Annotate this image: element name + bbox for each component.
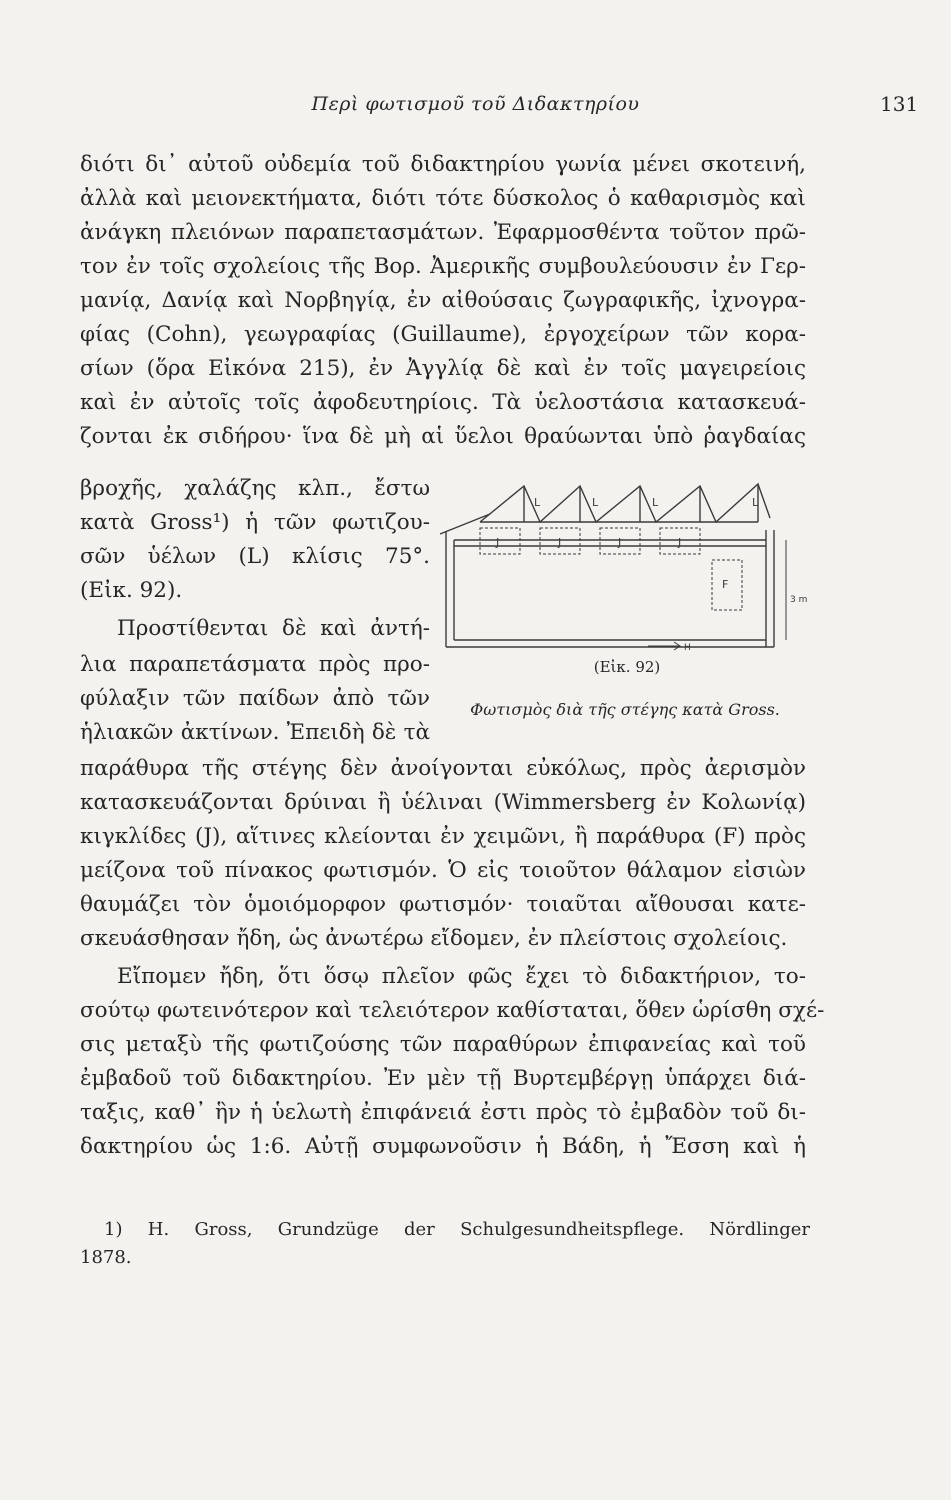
- label-F: F: [722, 578, 729, 591]
- side-line: ἡλιακῶν ἀκτίνων. Ἐπειδὴ δὲ τὰ: [80, 720, 430, 745]
- side-line: βροχῆς, χαλάζης κλπ., ἔστω: [80, 476, 430, 501]
- body-line: σίων (ὅρα Εἰκόνα 215), ἐν Ἀγγλίᾳ δὲ καὶ ἐν τοῖς μαγειρείοις: [80, 356, 806, 381]
- label-J: J: [678, 536, 682, 549]
- footnote: 1) H. Gross, Grundzüge der Schulgesundheitspflege. Nördlinger: [104, 1219, 810, 1240]
- label-L: L: [652, 496, 659, 509]
- label-J: J: [496, 536, 500, 549]
- label-L: L: [592, 496, 599, 509]
- label-3m: 3 m: [790, 595, 808, 605]
- running-head: Περὶ φωτισμοῦ τοῦ Διδακτηρίου: [311, 93, 640, 115]
- side-line: (Εἰκ. 92).: [80, 578, 183, 603]
- body-line: θαυμάζει τὸν ὁμοιόμορφον φωτισμόν· τοιαῦται αἴθουσαι κατε-: [80, 892, 806, 917]
- page-number: 131: [880, 92, 919, 116]
- body-line: ἀνάγκη πλειόνων παραπετασμάτων. Ἐφαρμοσθέντα τοῦτον πρῶ-: [80, 220, 806, 245]
- body-line: ταξις, καθ᾽ ἣν ἡ ὑελωτὴ ἐπιφάνειά ἐστι πρὸς τὸ ἐμβαδὸν τοῦ δι-: [80, 1100, 806, 1125]
- side-line: σῶν ὑέλων (L) κλίσις 75°.: [80, 544, 430, 569]
- label-L: L: [534, 496, 541, 509]
- body-line: κιγκλίδες (J), αἵτινες κλείονται ἐν χειμῶνι, ἢ παράθυρα (F) πρὸς: [80, 824, 806, 849]
- body-line: σούτῳ φωτεινότερον καὶ τελειότερον καθίσταται, ὅθεν ὡρίσθη σχέ-: [80, 998, 825, 1023]
- body-line: ἐμβαδοῦ τοῦ διδακτηρίου. Ἐν μὲν τῇ Βυρτεμβέργῃ ὑπάρχει διά-: [80, 1066, 806, 1091]
- footnote-year: 1878.: [80, 1247, 132, 1268]
- label-H: H: [684, 643, 691, 653]
- label-J: J: [618, 536, 622, 549]
- body-line: ζονται ἐκ σιδήρου· ἵνα δὲ μὴ αἱ ὕελοι θραύωνται ὑπὸ ῥαγδαίας: [80, 424, 806, 449]
- label-L: L: [752, 496, 759, 509]
- figure-number: (Εἰκ. 92): [593, 658, 661, 676]
- body-line: σις μεταξὺ τῆς φωτιζούσης τῶν παραθύρων ἐπιφανείας καὶ τοῦ: [80, 1032, 806, 1057]
- body-line: ἀλλὰ καὶ μειονεκτήματα, διότι τότε δύσκολος ὁ καθαρισμὸς καὶ: [80, 186, 806, 211]
- side-line: λια παραπετάσματα πρὸς προ-: [80, 652, 430, 677]
- roof-lighting-figure: [440, 472, 808, 722]
- body-line: φίας (Cohn), γεωγραφίας (Guillaume), ἐργοχείρων τῶν κορα-: [80, 322, 806, 347]
- side-line: Προστίθενται δὲ καὶ ἀντή-: [117, 616, 430, 641]
- side-line: φύλαξιν τῶν παίδων ἀπὸ τῶν: [80, 686, 430, 711]
- label-J: J: [558, 536, 562, 549]
- body-line: διότι δι᾽ αὐτοῦ οὐδεμία τοῦ διδακτηρίου γωνία μένει σκοτεινή,: [80, 152, 806, 177]
- body-line: Εἴπομεν ἤδη, ὅτι ὅσῳ πλεῖον φῶς ἔχει τὸ διδακτήριον, το-: [117, 964, 806, 989]
- roof-diagram: [440, 472, 808, 722]
- body-line: τον ἐν τοῖς σχολείοις τῆς Βορ. Ἀμερικῆς συμβουλεύουσιν ἐν Γερ-: [80, 254, 806, 279]
- body-line: μείζονα τοῦ πίνακος φωτισμόν. Ὁ εἰς τοιοῦτον θάλαμον εἰσιὼν: [80, 858, 806, 883]
- body-line: κατασκευάζονται δρύιναι ἢ ὑέλιναι (Wimmersberg ἐν Κολωνίᾳ): [80, 790, 806, 815]
- body-line: παράθυρα τῆς στέγης δὲν ἀνοίγονται εὐκόλως, πρὸς ἀερισμὸν: [80, 756, 806, 781]
- body-line: σκευάσθησαν ἤδη, ὡς ἀνωτέρω εἴδομεν, ἐν πλείστοις σχολείοις.: [80, 926, 788, 951]
- body-line: μανίᾳ, Δανίᾳ καὶ Νορβηγίᾳ, ἐν αἰθούσαις ζωγραφικῆς, ἰχνογρα-: [80, 288, 806, 313]
- side-line: κατὰ Gross¹) ἡ τῶν φωτιζου-: [80, 510, 430, 535]
- body-line: δακτηρίου ὡς 1:6. Αὐτῇ συμφωνοῦσιν ἡ Βάδη, ἡ Ἔσση καὶ ἡ: [80, 1134, 806, 1159]
- figure-caption: Φωτισμὸς διὰ τῆς στέγης κατὰ Gross.: [470, 700, 780, 719]
- body-line: καὶ ἐν αὐτοῖς τοῖς ἀφοδευτηρίοις. Τὰ ὑελοστάσια κατασκευά-: [80, 390, 806, 415]
